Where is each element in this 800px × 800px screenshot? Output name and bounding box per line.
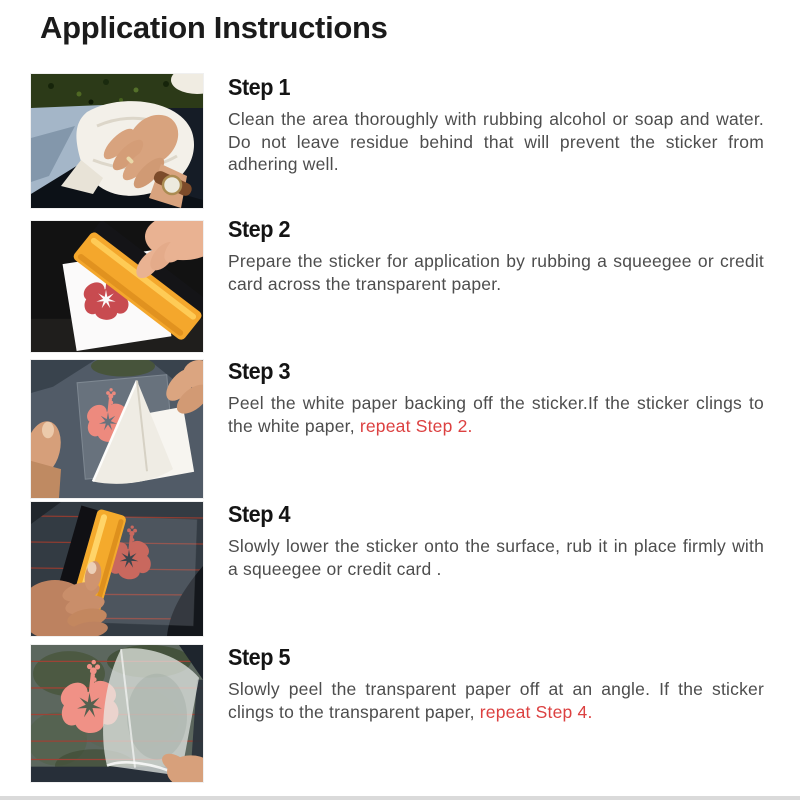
step-3-body <box>228 392 764 437</box>
step-4-body <box>228 535 764 580</box>
step-3-heading: Step 3 <box>228 358 291 384</box>
step-5-highlight-text: repeat Step 4. <box>479 701 593 722</box>
step-5-body-text: Slowly peel the transparent paper off at an angle. If the sticker clings to the transparent paper, <box>228 679 764 722</box>
step-5-body <box>228 678 764 723</box>
step-3-highlight-text: repeat Step 2. <box>359 415 473 436</box>
step-1-heading: Step 1 <box>228 74 291 100</box>
step-1-body-text: Clean the area thoroughly with rubbing alcohol or soap and water. Do not leave residue behind that will prevent the sticker from adhering well. <box>228 109 764 175</box>
step-3-body-text: Peel the white paper backing off the sticker.If the sticker clings to the white paper, <box>228 393 764 436</box>
step-1-photo <box>31 74 203 208</box>
step-3-block <box>228 358 764 437</box>
step-2-body <box>228 250 764 295</box>
step-5-block <box>228 644 764 723</box>
step-4-body-text: Slowly lower the sticker onto the surface, rub it in place firmly with a squeegee or credit card . <box>228 536 764 579</box>
page-bottom-edge <box>0 796 800 800</box>
step-1-block <box>228 74 764 176</box>
step-2-photo <box>31 221 203 352</box>
step-2-block <box>228 216 764 295</box>
step-4-heading: Step 4 <box>228 501 291 527</box>
step-5-heading: Step 5 <box>228 644 291 670</box>
step-4-block <box>228 501 764 580</box>
step-4-photo <box>31 502 203 636</box>
page-title: Application Instructions <box>40 10 388 45</box>
step-3-photo <box>31 360 203 498</box>
step-2-body-text: Prepare the sticker for application by rubbing a squeegee or credit card across the transparent paper. <box>228 251 764 294</box>
step-2-heading: Step 2 <box>228 216 291 242</box>
step-1-body <box>228 108 764 176</box>
step-5-photo <box>31 645 203 782</box>
